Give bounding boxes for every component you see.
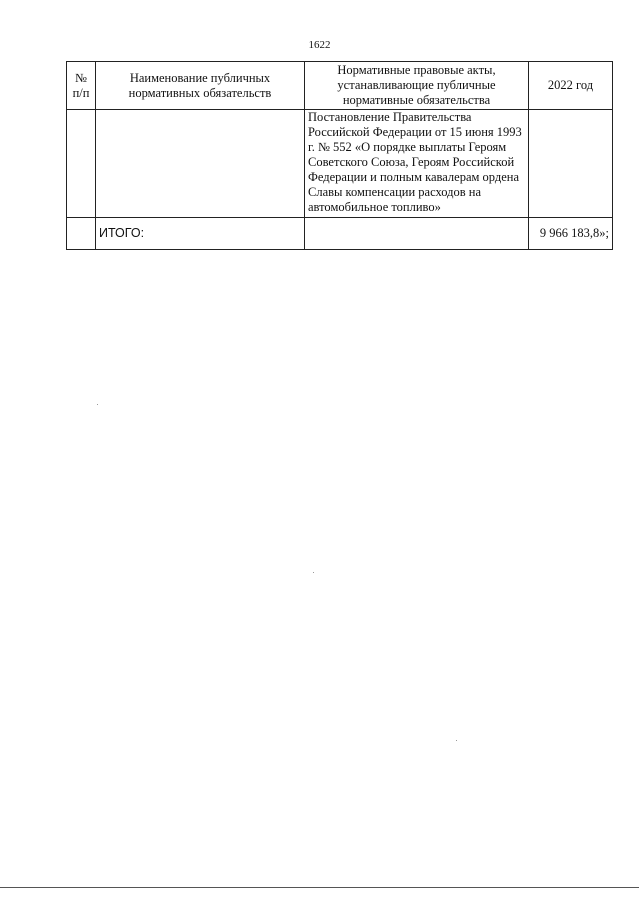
total-row bbox=[67, 218, 613, 250]
row-name-cell bbox=[96, 110, 305, 218]
row-act-cell: Постановление Правительства Российской Федерации от 15 июня 1993 г. № 552 «О порядке выплаты Героям Советского Союза, Героям Российской Федерации и полным кавалерам ордена Славы компенсации расходов на автомобильное топливо» bbox=[305, 110, 529, 218]
total-amount: 9 966 183,8»; bbox=[529, 218, 613, 250]
header-year: 2022 год bbox=[529, 62, 613, 110]
total-act-cell bbox=[305, 218, 529, 250]
row-number-cell bbox=[67, 110, 96, 218]
page-bottom-rule bbox=[0, 887, 639, 888]
page-number: 1622 bbox=[308, 39, 331, 51]
header-name: Наименование публичных нормативных обязательств bbox=[96, 62, 305, 110]
scan-speck bbox=[313, 572, 314, 573]
table-header-row bbox=[67, 62, 613, 110]
scan-speck bbox=[97, 404, 98, 405]
total-label: ИТОГО: bbox=[96, 218, 305, 250]
table-row bbox=[67, 110, 613, 218]
header-number: № п/п bbox=[67, 62, 96, 110]
obligations-table bbox=[66, 61, 613, 250]
scan-speck bbox=[456, 740, 457, 741]
total-number-cell bbox=[67, 218, 96, 250]
header-acts: Нормативные правовые акты, устанавливающие публичные нормативные обязательства bbox=[305, 62, 529, 110]
row-amount-cell bbox=[529, 110, 613, 218]
